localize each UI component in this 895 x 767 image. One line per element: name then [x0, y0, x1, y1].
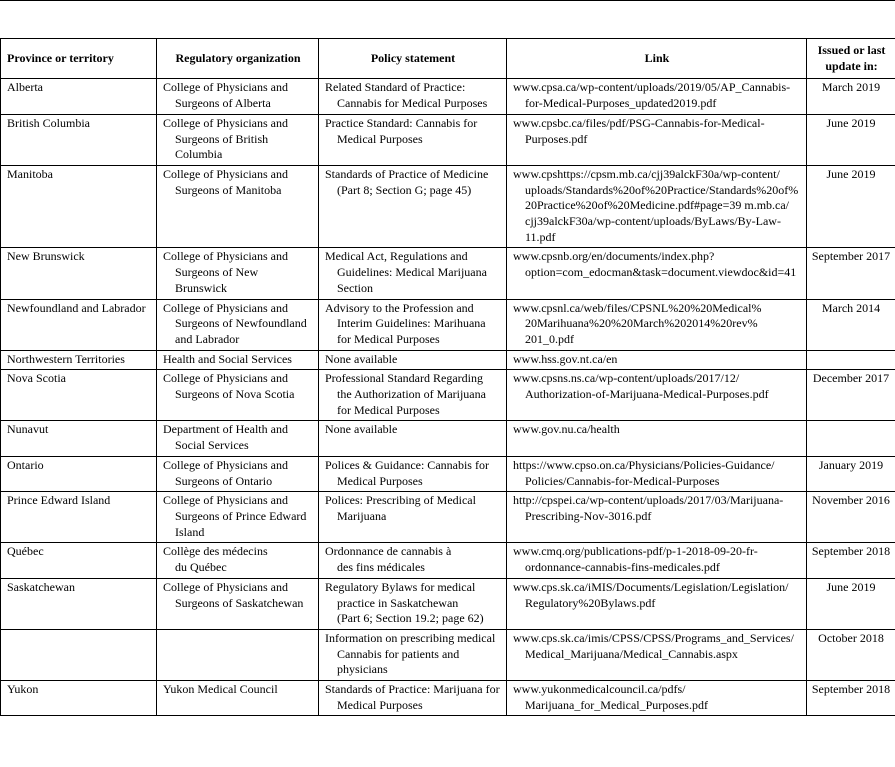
org-cell [157, 629, 319, 680]
cell-line: Surgeons of Newfoundland [175, 316, 307, 331]
org-cell [157, 456, 319, 491]
table-row [1, 299, 895, 350]
cell-line: Medical Purposes [337, 131, 423, 146]
cell-line: Surgeons of Prince Edward [175, 508, 307, 523]
cell-line: physicians [337, 662, 388, 677]
header-link: Link [507, 39, 807, 79]
policy-cell [319, 492, 507, 543]
policy-cell [319, 79, 507, 114]
link-cell[interactable] [507, 370, 807, 421]
cell-line: www.cpsa.ca/wp-content/uploads/2019/05/AP_Cannabis- [513, 80, 791, 95]
table-row [1, 248, 895, 299]
cell-line: Surgeons of British [175, 131, 269, 146]
province-cell: Ontario [1, 456, 157, 491]
cell-line: (Part 6; Section 19.2; page 62) [337, 611, 484, 626]
table-row [1, 421, 895, 456]
link-cell[interactable] [507, 681, 807, 716]
cell-line: Professional Standard Regarding [325, 371, 483, 386]
cell-line: Purposes.pdf [525, 131, 588, 146]
province-cell: Québec [1, 543, 157, 578]
cell-line: College of Physicians and [163, 371, 288, 386]
org-cell [157, 578, 319, 629]
cell-line: Related Standard of Practice: [325, 80, 466, 95]
cell-line: Surgeons of Manitoba [175, 182, 282, 197]
date-cell: September 2017 [807, 248, 895, 299]
cell-line: Marijuana_for_Medical_Purposes.pdf [525, 697, 708, 712]
cell-line: ordonnance-cannabis-fins-medicales.pdf [525, 560, 720, 575]
cell-line: Practice Standard: Cannabis for [325, 115, 478, 130]
policy-cell: None available [319, 421, 507, 456]
cell-line: College of Physicians and [163, 300, 288, 315]
cell-line: Social Services [175, 438, 249, 453]
cell-line: Standards of Practice of Medicine [325, 166, 489, 181]
cell-line: College of Physicians and [163, 493, 288, 508]
cell-line: College of Physicians and [163, 249, 288, 264]
cell-line: Surgeons of New Brunswick [175, 265, 259, 295]
cell-line: www.cpsnb.org/en/documents/index.php? [513, 249, 715, 264]
table-row [1, 492, 895, 543]
header-org: Regulatory organization [157, 39, 319, 79]
cell-line: Ordonnance de cannabis à [325, 544, 452, 559]
policy-cell [319, 578, 507, 629]
province-cell: Alberta [1, 79, 157, 114]
cell-line: for Medical Purposes [337, 331, 440, 346]
table-row [1, 456, 895, 491]
cell-line: du Québec [175, 560, 227, 575]
header-row [1, 39, 895, 79]
province-cell: Prince Edward Island [1, 492, 157, 543]
table-row [1, 370, 895, 421]
cell-line: Prescribing-Nov-3016.pdf [525, 508, 652, 523]
province-cell: Nunavut [1, 421, 157, 456]
date-cell [807, 421, 895, 456]
cell-line: 201_0.pdf [525, 331, 574, 346]
link-cell[interactable]: www.hss.gov.nt.ca/en [507, 350, 807, 370]
policy-cell [319, 456, 507, 491]
policy-cell [319, 299, 507, 350]
cell-line: (Part 8; Section G; page 45) [337, 182, 472, 197]
cell-line: Surgeons of Ontario [175, 473, 273, 488]
cell-line: College of Physicians and [163, 80, 288, 95]
province-cell: Yukon [1, 681, 157, 716]
cell-line: Section [337, 280, 373, 295]
org-cell [157, 248, 319, 299]
cell-line: Standards of Practice: Marijuana for [325, 682, 500, 697]
policy-cell [319, 114, 507, 165]
cell-line: Authorization-of-Marijuana-Medical-Purposes.pdf [525, 387, 769, 402]
policy-cell: None available [319, 350, 507, 370]
cell-line: Polices: Prescribing of Medical [325, 493, 476, 508]
cell-line: 11.pdf [525, 229, 556, 244]
date-cell: March 2014 [807, 299, 895, 350]
org-cell [157, 543, 319, 578]
cell-line: Medical Purposes [337, 697, 423, 712]
cell-line: College of Physicians and [163, 579, 288, 594]
date-cell: January 2019 [807, 456, 895, 491]
province-cell: New Brunswick [1, 248, 157, 299]
cell-line: College of Physicians and [163, 457, 288, 472]
table-row [1, 114, 895, 165]
province-cell: Newfoundland and Labrador [1, 299, 157, 350]
table-row [1, 543, 895, 578]
cell-line: Collège des médecins [163, 544, 268, 559]
date-cell: November 2016 [807, 492, 895, 543]
cell-line: option=com_edocman&task=document.viewdoc&id=41 [525, 265, 797, 280]
cell-line: Regulatory Bylaws for medical [325, 579, 476, 594]
org-cell [157, 165, 319, 248]
date-cell: September 2018 [807, 681, 895, 716]
cell-line: practice in Saskatchewan [337, 595, 459, 610]
cell-line: Surgeons of Alberta [175, 96, 271, 111]
table-row [1, 578, 895, 629]
header-policy: Policy statement [319, 39, 507, 79]
policy-cell [319, 629, 507, 680]
cell-line: Surgeons of Nova Scotia [175, 387, 295, 402]
date-cell: September 2018 [807, 543, 895, 578]
province-cell: Manitoba [1, 165, 157, 248]
province-cell: British Columbia [1, 114, 157, 165]
org-cell [157, 114, 319, 165]
table-row [1, 629, 895, 680]
cell-line: des fins médicales [337, 560, 425, 575]
policy-cell [319, 165, 507, 248]
cell-line: www.cps.sk.ca/iMIS/Documents/Legislation/Legislation/ [513, 579, 789, 594]
link-cell[interactable] [507, 543, 807, 578]
cell-line: Cannabis for patients and [337, 646, 460, 661]
cell-line: Policies/Cannabis-for-Medical-Purposes [525, 473, 720, 488]
cell-line: www.cpsnl.ca/web/files/CPSNL%20%20Medical% [513, 300, 762, 315]
policy-table [0, 38, 895, 716]
table-row [1, 681, 895, 716]
cell-line: Polices & Guidance: Cannabis for [325, 457, 489, 472]
cell-line: Medical Purposes [337, 473, 423, 488]
cell-line: Department of Health and [163, 422, 288, 437]
cell-line: for Medical Purposes [337, 402, 440, 417]
date-cell: June 2019 [807, 114, 895, 165]
cell-line: the Authorization of Marijuana [337, 387, 486, 402]
top-rule [0, 0, 895, 1]
cell-line: 20Marihuana%20%20March%202014%20rev% [525, 316, 758, 331]
header-province: Province or territory [1, 39, 157, 79]
link-cell[interactable] [507, 629, 807, 680]
cell-line: College of Physicians and [163, 115, 288, 130]
cell-line: and Labrador [175, 331, 240, 346]
cell-line: 20Practice%20of%20Medicine.pdf#page=39 m.mb.ca/ [525, 198, 790, 213]
cell-line: www.cps.sk.ca/imis/CPSS/CPSS/Programs_and_Services/ [513, 630, 794, 645]
cell-line: http://cpspei.ca/wp-content/uploads/2017/03/Marijuana- [513, 493, 784, 508]
header-date: Issued or last update in: [807, 39, 895, 79]
cell-line: Medical Act, Regulations and [325, 249, 468, 264]
province-cell: Northwestern Territories [1, 350, 157, 370]
table-row [1, 165, 895, 248]
cell-line: www.yukonmedicalcouncil.ca/pdfs/ [513, 682, 686, 697]
cell-line: for-Medical-Purposes_updated2019.pdf [525, 96, 717, 111]
link-cell[interactable]: www.gov.nu.ca/health [507, 421, 807, 456]
link-cell[interactable] [507, 492, 807, 543]
org-cell: Yukon Medical Council [157, 681, 319, 716]
cell-line: Regulatory%20Bylaws.pdf [525, 595, 656, 610]
province-cell: Saskatchewan [1, 578, 157, 629]
cell-line: www.cpsbc.ca/files/pdf/PSG-Cannabis-for-Medical- [513, 115, 765, 130]
policy-cell [319, 543, 507, 578]
cell-line: cjj39alckF30a/wp-content/uploads/ByLaws/By-Law- [525, 214, 781, 229]
link-cell[interactable] [507, 165, 807, 248]
link-cell[interactable] [507, 299, 807, 350]
cell-line: Cannabis for Medical Purposes [337, 96, 488, 111]
org-cell [157, 492, 319, 543]
org-cell [157, 299, 319, 350]
link-cell[interactable] [507, 248, 807, 299]
cell-line: Advisory to the Profession and [325, 300, 474, 315]
link-cell[interactable] [507, 578, 807, 629]
cell-line: Guidelines: Medical Marijuana [337, 265, 487, 280]
cell-line: Island [175, 524, 205, 539]
cell-line: www.cpshttps://cpsm.mb.ca/cjj39alckF30a/wp-content/ [513, 166, 780, 181]
org-cell [157, 421, 319, 456]
cell-line: www.cpsns.ns.ca/wp-content/uploads/2017/12/ [513, 371, 740, 386]
cell-line: Medical_Marijuana/Medical_Cannabis.aspx [525, 646, 738, 661]
cell-line: College of Physicians and [163, 166, 288, 181]
link-cell[interactable] [507, 79, 807, 114]
date-cell [807, 350, 895, 370]
table-row [1, 79, 895, 114]
cell-line: Columbia [175, 147, 223, 162]
table-body [1, 79, 895, 716]
province-cell [1, 629, 157, 680]
policy-cell [319, 681, 507, 716]
province-cell: Nova Scotia [1, 370, 157, 421]
cell-line: Interim Guidelines: Marihuana [337, 316, 486, 331]
cell-line: uploads/Standards%20of%20Practice/Standards%20of% [525, 182, 799, 197]
date-cell: December 2017 [807, 370, 895, 421]
cell-line: Surgeons of Saskatchewan [175, 595, 304, 610]
link-cell[interactable] [507, 114, 807, 165]
cell-line: Information on prescribing medical [325, 630, 496, 645]
org-cell [157, 79, 319, 114]
date-cell: June 2019 [807, 578, 895, 629]
org-cell: Health and Social Services [157, 350, 319, 370]
policy-cell [319, 370, 507, 421]
date-cell: March 2019 [807, 79, 895, 114]
link-cell[interactable] [507, 456, 807, 491]
org-cell [157, 370, 319, 421]
cell-line: https://www.cpso.on.ca/Physicians/Policies-Guidance/ [513, 457, 775, 472]
date-cell: October 2018 [807, 629, 895, 680]
policy-cell [319, 248, 507, 299]
date-cell: June 2019 [807, 165, 895, 248]
cell-line: Marijuana [337, 508, 387, 523]
cell-line: www.cmq.org/publications-pdf/p-1-2018-09-20-fr- [513, 544, 758, 559]
table-row [1, 350, 895, 370]
